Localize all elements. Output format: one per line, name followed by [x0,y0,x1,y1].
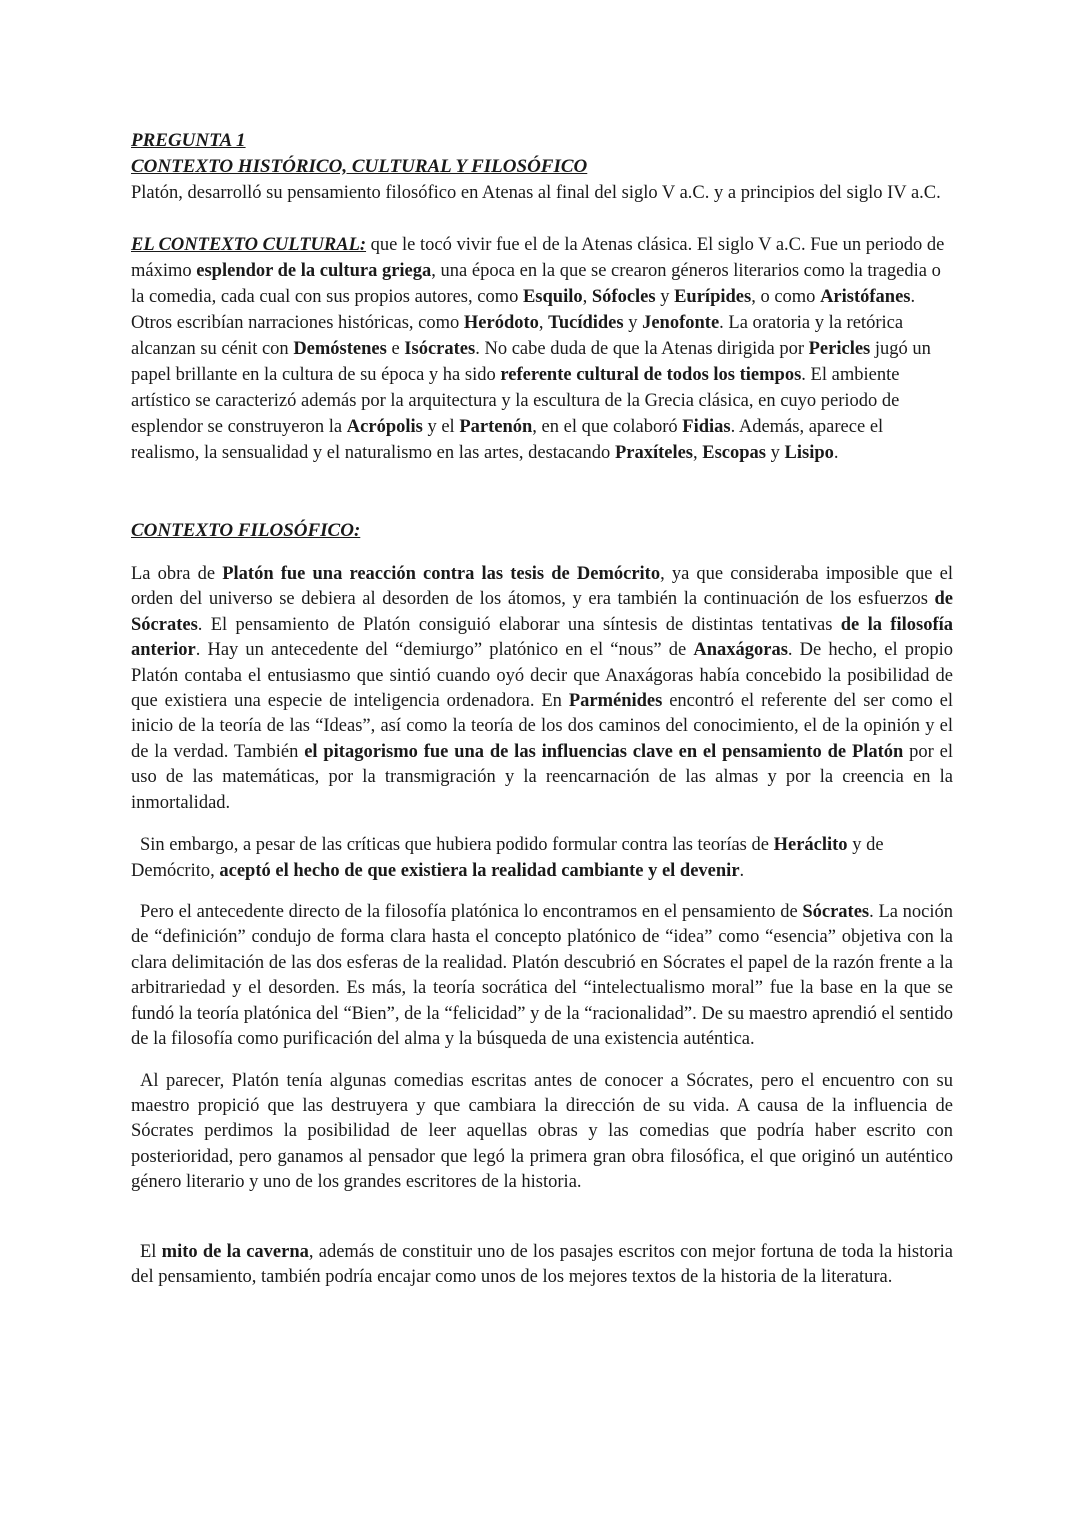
question-heading: PREGUNTA 1 [131,130,246,151]
philosophy-paragraph-1: La obra de Platón fue una reacción contra las tesis de Demócrito, ya que consideraba imposible que el orden del universo se debiera al desorden de los átomos, y era también la continuación de los esfuerzos de Sócrates. El pensamiento de Platón consiguió elaborar una síntesis de distintas tentativas de la filosofía anterior. Hay un antecedente del “demiurgo” platónico en el “nous” de Anaxágoras. De hecho, el propio Platón contaba el entusiasmo que sintió cuando oyó decir que Anaxágoras había concebido la posibilidad de que existiera una especie de inteligencia ordenadora. En Parménides encontró el referente del ser como el inicio de la teoría de las “Ideas”, así como la teoría de los dos caminos del conocimiento, el de la opinión y el de la verdad. También el pitagorismo fue una de las influencias clave en el pensamiento de Platón por el uso de las matemáticas, por la transmigración y la reencarnación de las almas y por la creencia en la inmortalidad. [131,564,953,813]
philosophy-paragraph-2: Sin embargo, a pesar de las críticas que hubiera podido formular contra las teorías de Heráclito y de Demócrito, aceptó el hecho de que existiera la realidad cambiante y el devenir. [131,835,884,882]
philosophy-paragraph-5: El mito de la caverna, además de constituir uno de los pasajes escritos con mejor fortuna de toda la historia del pensamiento, también podría encajar como unos de los mejores textos de la historia de la literatura. [131,1241,953,1287]
intro-paragraph: Platón, desarrolló su pensamiento filosófico en Atenas al final del siglo V a.C. y a principios del siglo IV a.C. [131,183,941,203]
section-heading-philosophical: CONTEXTO FILOSÓFICO: [131,520,361,541]
philosophy-paragraph-4: Al parecer, Platón tenía algunas comedias escritas antes de conocer a Sócrates, pero el encuentro con su maestro propició que las destruyera y que cambiara la dirección de su vida. A causa de la influencia de Sócrates perdimos la posibilidad de leer aquellas obras y las comedias que podría haber escrito con posterioridad, pero ganamos al pensador que legó la primera gran obra filosófica, el que originó un auténtico género literario y uno de los grandes escritores de la historia. [131,1070,953,1193]
philosophy-paragraph-3: Pero el antecedente directo de la filosofía platónica lo encontramos en el pensamiento de Sócrates. La noción de “definición” condujo de forma clara hasta el concepto platónico de “idea” como “esencia” objetiva con la clara delimitación de las dos esferas de la realidad. Platón descubrió en Sócrates el papel de la razón frente a la arbitrariedad y el desorden. Es más, la teoría socrática del “intelectualismo moral” fue la base en la que se fundó la teoría platónica del “Bien”, de la “felicidad” y de la “racionalidad”. De su maestro aprendió el sentido de la filosofía como purificación del alma y la búsqueda de una existencia auténtica. [131,902,953,1050]
document-page [131,128,953,1290]
cultural-context-label: EL CONTEXTO CULTURAL: [131,235,367,255]
section-heading-historical: CONTEXTO HISTÓRICO, CULTURAL Y FILOSÓFICO [131,156,588,177]
cultural-context-paragraph: EL CONTEXTO CULTURAL: que le tocó vivir fue el de la Atenas clásica. El siglo V a.C. Fue un periodo de máximo esplendor de la cultura griega, una época en la que se crearon géneros literarios como la tragedia o la comedia, cada cual con sus propios autores, como Esquilo, Sófocles y Eurípides, o como Aristófanes. Otros escribían narraciones históricas, como Heródoto, Tucídides y Jenofonte. La oratoria y la retórica alcanzan su cénit con Demóstenes e Isócrates. No cabe duda de que la Atenas dirigida por Pericles jugó un papel brillante en la cultura de su época y ha sido referente cultural de todos los tiempos. El ambiente artístico se caracterizó además por la arquitectura y la escultura de la Grecia clásica, en cuyo periodo de esplendor se construyeron la Acrópolis y el Partenón, en el que colaboró Fidias. Además, aparece el realismo, la sensualidad y el naturalismo en las artes, destacando Praxíteles, Escopas y Lisipo. [131,235,945,463]
